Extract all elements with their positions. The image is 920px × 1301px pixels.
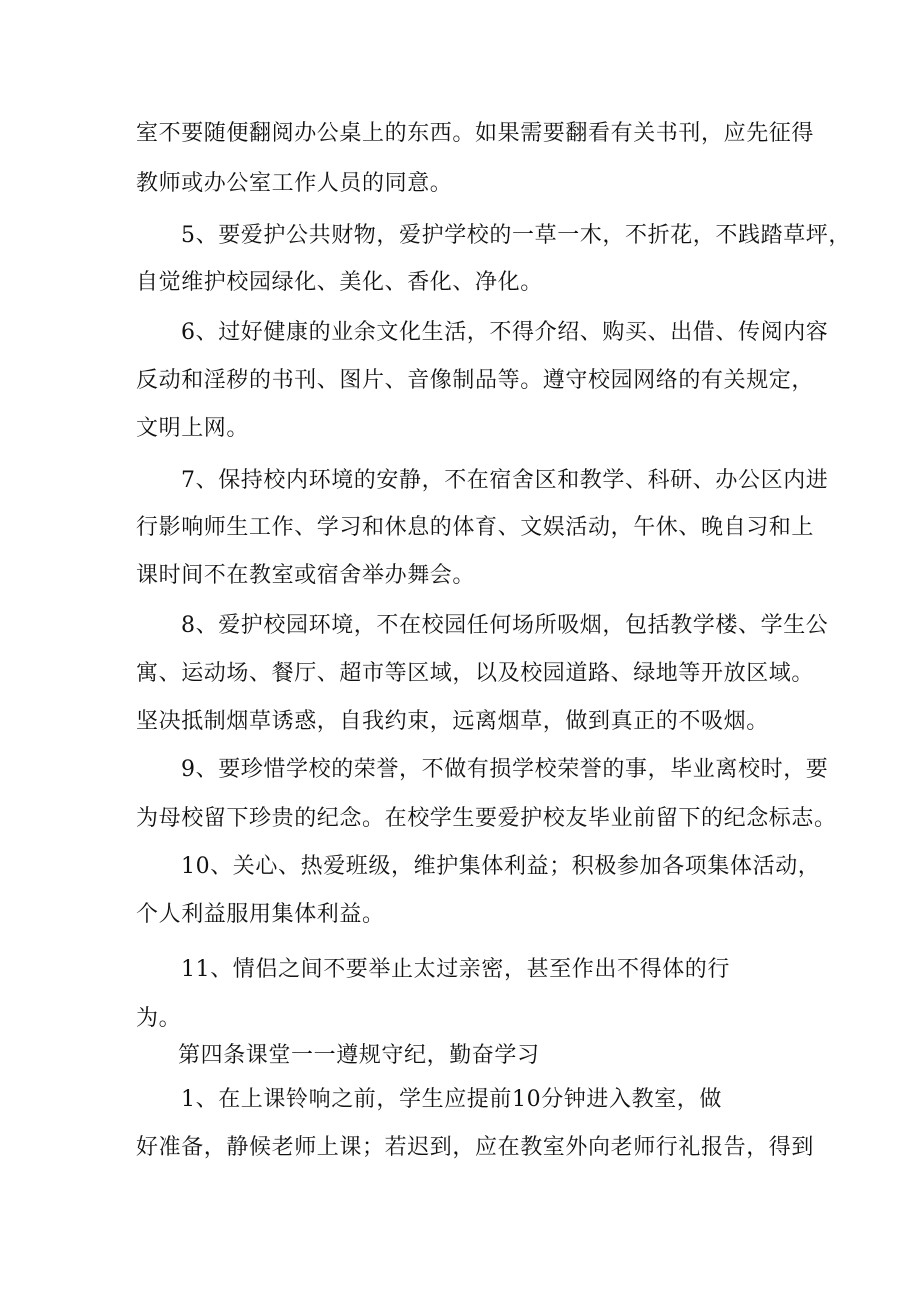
list-item-7: 7、保持校内环境的安静，不在宿舍区和教学、科研、办公区内进 <box>181 468 829 493</box>
text-line: 好准备，静候老师上课；若迟到，应在教室外向老师行礼报告，得到 <box>136 1135 815 1160</box>
text-line: 反动和淫秽的书刊、图片、音像制品等。遵守校园网络的有关规定， <box>136 368 815 393</box>
section-heading: 第四条课堂一一遵规守纪，勤奋学习 <box>178 1043 540 1068</box>
list-item-9: 9、要珍惜学校的荣誉，不做有损学校荣誉的事，毕业离校时，要 <box>181 757 829 782</box>
text-line: 坚决抵制烟草诱惑，自我约束，远离烟草，做到真正的不吸烟。 <box>136 709 769 734</box>
text-line: 寓、运动场、餐厅、超市等区域，以及校园道路、绿地等开放区域。 <box>136 661 815 686</box>
text-line: 个人利益服用集体利益。 <box>136 902 385 927</box>
text-line: 室不要随便翻阅办公桌上的东西。如果需要翻看有关书刊，应先征得 <box>136 121 815 146</box>
list-item-6: 6、过好健康的业余文化生活，不得介绍、购买、出借、传阅内容 <box>181 320 829 345</box>
text-line: 文明上网。 <box>136 416 250 441</box>
list-item-8: 8、爱护校园环境，不在校园任何场所吸烟，包括教学楼、学生公 <box>181 613 829 638</box>
text-line: 课时间不在教室或宿舍举办舞会。 <box>136 563 476 588</box>
text-line: 自觉维护校园绿化、美化、香化、净化。 <box>136 270 543 295</box>
text-line: 为母校留下珍贵的纪念。在校学生要爱护校友毕业前留下的纪念标志。 <box>136 806 837 831</box>
list-item-1: 1、在上课铃响之前，学生应提前10分钟进入教室，做 <box>181 1087 722 1112</box>
text-line: 教师或办公室工作人员的同意。 <box>136 171 453 196</box>
list-item-10: 10、关心、热爱班级，维护集体利益；积极参加各项集体活动， <box>181 854 821 879</box>
text-line: 为。 <box>136 1006 182 1031</box>
list-item-5: 5、要爱护公共财物，爱护学校的一草一木，不折花，不践踏草坪， <box>181 223 851 248</box>
text-line: 行影响师生工作、学习和休息的体育、文娱活动，午休、晚自习和上 <box>136 515 815 540</box>
list-item-11: 11、情侣之间不要举止太过亲密，甚至作出不得体的行 <box>181 957 730 982</box>
